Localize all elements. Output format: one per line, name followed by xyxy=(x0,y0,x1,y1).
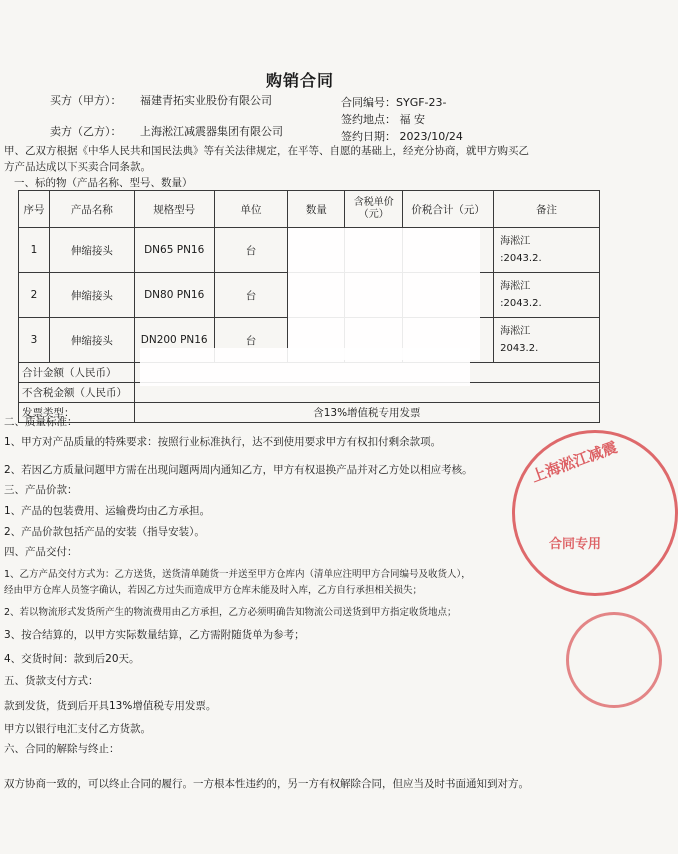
col-header-unit: 单位 xyxy=(214,191,288,228)
clause-line: 2、产品价款包括产品的安装（指导安装）。 xyxy=(4,526,205,538)
untaxed-amount-label: 不含税金额（人民币） xyxy=(19,383,135,403)
row-unit: 台 xyxy=(214,273,288,318)
sign-date: 签约日期： 2023/10/24 xyxy=(341,130,463,143)
row-product-name: 伸缩接头 xyxy=(49,318,134,363)
seal-text-bottom: 合同专用 xyxy=(549,537,602,552)
invoice-type-value: 含13%增值税专用发票 xyxy=(134,403,599,423)
remark-line-2: :2043.2. xyxy=(500,253,542,264)
clause-line: 4、交货时间：款到后20天。 xyxy=(4,653,140,665)
clause-line: 1、产品的包装费用、运输费均由乙方承担。 xyxy=(4,505,211,517)
clause-line: 经由甲方仓库人员签字确认，若因乙方过失而造成甲方仓库未能及时入库，乙方自行承担相关损失； xyxy=(4,585,423,596)
redaction-block xyxy=(288,228,480,360)
intro-line-1: 甲、乙双方根据《中华人民共和国民法典》等有关法律规定，在平等、自愿的基础上，经充分协商，就甲方购买乙 xyxy=(4,145,529,157)
col-header-name: 产品名称 xyxy=(49,191,134,228)
row-spec: DN65 PN16 xyxy=(134,228,214,273)
clause-line: 2、若因乙方质量问题甲方需在出现问题两周内通知乙方，甲方有权退换产品并对乙方处以相应考核。 xyxy=(4,464,473,476)
clause-line: 五、货款支付方式： xyxy=(4,675,99,687)
seller-name: 上海淞江减震器集团有限公司 xyxy=(140,125,283,138)
row-no: 3 xyxy=(19,318,50,363)
redaction-block xyxy=(140,348,470,386)
col-header-unit-price: 含税单价（元） xyxy=(345,191,403,228)
remark-line-1: 海淞江 xyxy=(500,326,531,337)
remark-line-2: 2043.2. xyxy=(500,343,539,354)
col-header-no: 序号 xyxy=(19,191,50,228)
remark-line-1: 海淞江 xyxy=(500,236,531,247)
section-1-heading: 一、标的物（产品名称、型号、数量） xyxy=(14,177,193,189)
clause-line: 款到发货，货到后开具13%增值税专用发票。 xyxy=(4,700,217,712)
clause-line: 2、若以物流形式发货所产生的物流费用由乙方承担，乙方必须明确告知物流公司送货到甲方指定收货地点； xyxy=(4,607,457,618)
invoice-type-row xyxy=(19,403,600,423)
invoice-type-label: 发票类型： xyxy=(19,403,135,423)
row-unit: 台 xyxy=(214,318,288,363)
col-header-total: 价税合计（元） xyxy=(403,191,494,228)
clause-line: 1、甲方对产品质量的特殊要求：按照行业标准执行，达不到使用要求甲方有权扣付剩余款项。 xyxy=(4,436,442,448)
row-remark xyxy=(494,318,600,363)
row-unit: 台 xyxy=(214,228,288,273)
col-header-spec: 规格型号 xyxy=(134,191,214,228)
intro-line-2: 方产品达成以下买卖合同条款。 xyxy=(4,161,151,173)
col-header-remark: 备注 xyxy=(494,191,600,228)
remark-line-2: :2043.2. xyxy=(500,298,542,309)
clause-line: 二、质量标准： xyxy=(4,416,78,428)
secondary-seal xyxy=(566,612,662,708)
row-product-name: 伸缩接头 xyxy=(49,228,134,273)
row-no: 2 xyxy=(19,273,50,318)
row-product-name: 伸缩接头 xyxy=(49,273,134,318)
clause-line: 双方协商一致的，可以终止合同的履行。一方根本性违约的，另一方有权解除合同，但应当及时书面通知到对方。 xyxy=(4,778,529,790)
row-no: 1 xyxy=(19,228,50,273)
row-remark xyxy=(494,228,600,273)
seller-label: 卖方（乙方）： xyxy=(50,125,122,138)
clause-line: 1、乙方产品交付方式为：乙方送货，送货清单随货一并送至甲方仓库内（清单应注明甲方合同编号及收货人）， xyxy=(4,569,471,580)
company-seal xyxy=(512,430,678,596)
seal-text-top: 上海淞江减震 xyxy=(528,438,620,486)
row-spec: DN200 PN16 xyxy=(134,318,214,363)
remark-line-1: 海淞江 xyxy=(500,281,531,292)
sign-place: 签约地点： 福 安 xyxy=(341,113,425,126)
clause-line: 3、按合结算的，以甲方实际数量结算，乙方需附随货单为参考； xyxy=(4,629,305,641)
buyer-name: 福建青拓实业股份有限公司 xyxy=(140,94,272,107)
clause-line: 甲方以银行电汇支付乙方货款。 xyxy=(4,723,151,735)
page-title: 购销合同 xyxy=(265,71,334,90)
buyer-label: 买方（甲方）： xyxy=(50,94,122,107)
contract-number: 合同编号：SYGF-23- xyxy=(341,96,447,109)
total-amount-label: 合计金额（人民币） xyxy=(19,363,135,383)
row-remark xyxy=(494,273,600,318)
clause-line: 六、合同的解除与终止： xyxy=(4,743,120,755)
col-header-qty: 数量 xyxy=(288,191,345,228)
clause-line: 三、产品价款： xyxy=(4,484,78,496)
row-spec: DN80 PN16 xyxy=(134,273,214,318)
clause-line: 四、产品交付： xyxy=(4,546,78,558)
table-header-row xyxy=(19,191,600,228)
